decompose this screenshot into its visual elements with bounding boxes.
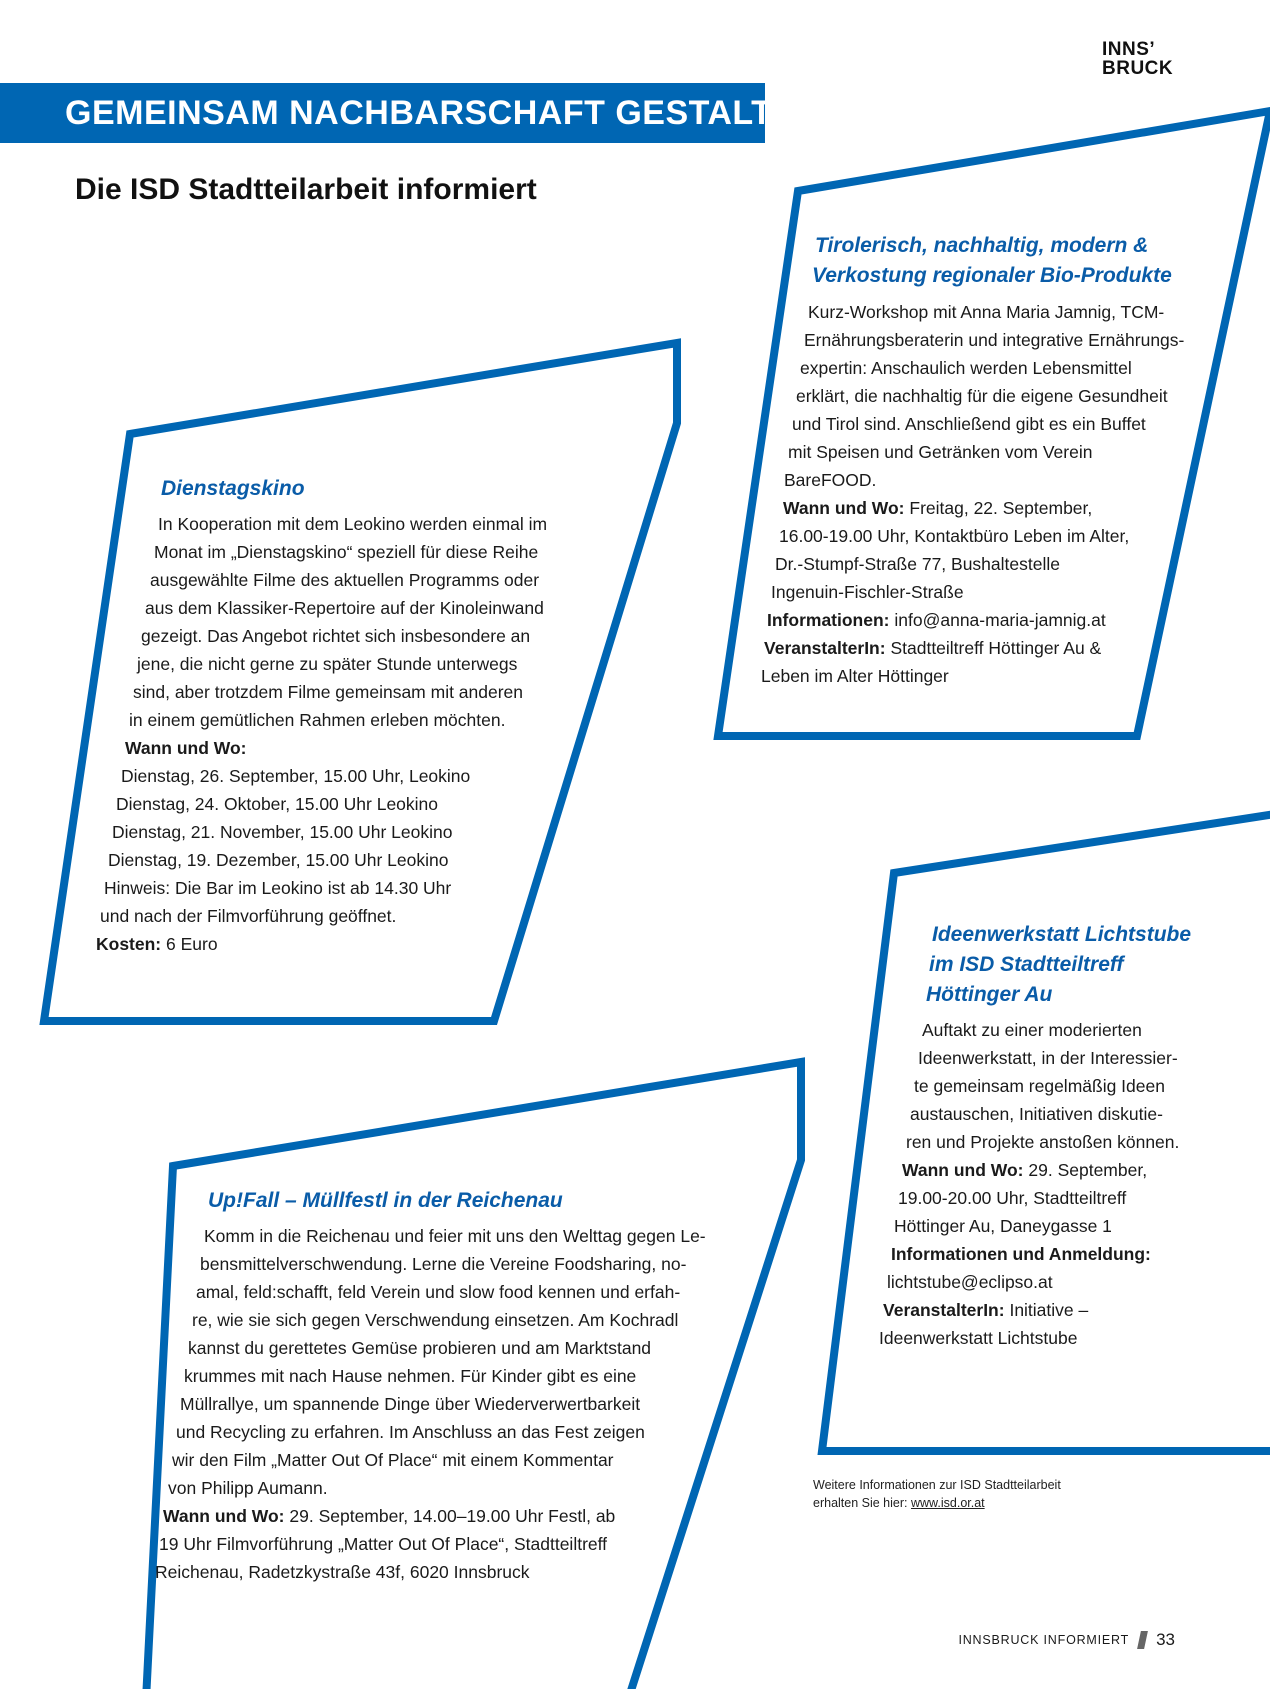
tirol-org-value: Stadtteiltreff Höttinger Au & <box>890 638 1102 658</box>
upfall-text-line: re, wie sie sich gegen Verschwendung einsetzen. Am Kochradl <box>192 1310 679 1330</box>
tirol-title-line-1: Tirolerisch, nachhaltig, modern & <box>815 234 1149 257</box>
footnote-line-2 <box>813 1494 985 1512</box>
innsbruck-logo <box>1102 40 1173 78</box>
tirol-org-label: VeranstalterIn: <box>764 638 886 658</box>
ideen-when-line: 19.00-20.00 Uhr, Stadtteiltreff <box>898 1188 1127 1208</box>
kino-title: Dienstagskino <box>161 477 305 500</box>
upfall-text-line: Müllrallye, um spannende Dinge über Wiederverwertbarkeit <box>180 1394 641 1414</box>
upfall-text-line: krummes mit nach Hause nehmen. Für Kinder gibt es eine <box>184 1366 637 1386</box>
publication-name: INNSBRUCK INFORMIERT <box>958 1633 1130 1647</box>
tirol-org <box>764 634 1101 662</box>
kino-date-line: Dienstag, 21. November, 15.00 Uhr Leokino <box>112 822 453 842</box>
logo-line-2: BRUCK <box>1102 58 1174 79</box>
kino-cost <box>96 930 218 958</box>
upfall-when-line: Reichenau, Radetzkystraße 43f, 6020 Innsbruck <box>155 1562 530 1582</box>
ideen-title-line-2: im ISD Stadtteiltreff <box>929 953 1124 976</box>
upfall-text-line: wir den Film „Matter Out Of Place“ mit einem Kommentar <box>172 1450 614 1470</box>
upfall-text-line: Komm in die Reichenau und feier mit uns den Welttag gegen Le- <box>204 1226 706 1246</box>
ideen-when-label: Wann und Wo: <box>902 1160 1024 1180</box>
tirol-text-line: erklärt, die nachhaltig für die eigene Gesundheit <box>796 386 1168 406</box>
tirol-org-line: Leben im Alter Höttinger <box>761 666 949 686</box>
ideen-when <box>902 1156 1147 1184</box>
upfall-title: Up!Fall – Müllfestl in der Reichenau <box>208 1189 563 1212</box>
ideen-when-value: 29. September, <box>1028 1160 1148 1180</box>
page-footer <box>958 1630 1175 1650</box>
ideen-text-line: Ideenwerkstatt, in der Interessier- <box>918 1048 1178 1068</box>
tirol-when-value: Freitag, 22. September, <box>909 498 1093 518</box>
ideen-info-label: Informationen und Anmeldung: <box>891 1244 1151 1264</box>
upfall-when <box>163 1502 615 1530</box>
ideen-text-line: Auftakt zu einer moderierten <box>922 1020 1142 1040</box>
tirol-text-line: BareFOOD. <box>784 470 877 490</box>
tirol-title-line-2: Verkostung regionaler Bio-Produkte <box>812 264 1172 287</box>
kino-text-line: gezeigt. Das Angebot richtet sich insbesondere an <box>141 626 531 646</box>
kino-text-line: Monat im „Dienstagskino“ speziell für diese Reihe <box>154 542 539 562</box>
kino-text-line: aus dem Klassiker-Repertoire auf der Kinoleinwand <box>145 598 544 618</box>
upfall-text-line: kannst du gerettetes Gemüse probieren und am Marktstand <box>188 1338 652 1358</box>
kino-text-line: jene, die nicht gerne zu später Stunde unterwegs <box>137 654 518 674</box>
upfall-text-line: amal, feld:schafft, feld Verein und slow food kennen und erfah- <box>196 1282 681 1302</box>
page-subtitle: Die ISD Stadtteilarbeit informiert <box>75 173 537 206</box>
footnote-prefix: erhalten Sie hier: <box>813 1496 908 1510</box>
tirol-text-line: Ernährungsberaterin und integrative Ernährungs- <box>804 330 1185 350</box>
ideen-org <box>883 1296 1088 1324</box>
ideen-org-line: Ideenwerkstatt Lichtstube <box>879 1328 1078 1348</box>
upfall-text-line: und Recycling zu erfahren. Im Anschluss an das Fest zeigen <box>176 1422 645 1442</box>
separator-slash-icon <box>1137 1631 1148 1649</box>
upfall-text-line: von Philipp Aumann. <box>168 1478 328 1498</box>
tirol-when <box>783 494 1092 522</box>
upfall-when-line: 19 Uhr Filmvorführung „Matter Out Of Place“, Stadtteiltreff <box>159 1534 608 1554</box>
kino-when-label: Wann und Wo: <box>125 738 247 758</box>
kino-date-line: Dienstag, 26. September, 15.00 Uhr, Leokino <box>121 766 471 786</box>
ideen-text-line: te gemeinsam regelmäßig Ideen <box>914 1076 1165 1096</box>
ideen-when-line: Höttinger Au, Daneygasse 1 <box>894 1216 1112 1236</box>
logo-line-1: INNS’ <box>1102 39 1156 60</box>
ideen-org-value: Initiative – <box>1009 1300 1089 1320</box>
tirol-when-line: Ingenuin-Fischler-Straße <box>771 582 964 602</box>
tirol-info-label: Informationen: <box>767 610 890 630</box>
upfall-when-value: 29. September, 14.00–19.00 Uhr Festl, ab <box>289 1506 616 1526</box>
kino-text-line: In Kooperation mit dem Leokino werden einmal im <box>158 514 548 534</box>
isd-website-link[interactable]: www.isd.or.at <box>911 1496 985 1510</box>
ideen-org-label: VeranstalterIn: <box>883 1300 1005 1320</box>
kino-date-line: Dienstag, 19. Dezember, 15.00 Uhr Leokino <box>108 850 449 870</box>
tirol-when-line: Dr.-Stumpf-Straße 77, Bushaltestelle <box>775 554 1060 574</box>
ideen-title-line-1: Ideenwerkstatt Lichtstube <box>932 923 1192 946</box>
footnote-line-1: Weitere Informationen zur ISD Stadtteilarbeit <box>813 1478 1061 1492</box>
tirol-when-line: 16.00-19.00 Uhr, Kontaktbüro Leben im Alter, <box>779 526 1130 546</box>
kino-note-line: und nach der Filmvorführung geöffnet. <box>100 906 397 926</box>
tirol-text-line: expertin: Anschaulich werden Lebensmittel <box>800 358 1132 378</box>
kino-date-line: Dienstag, 24. Oktober, 15.00 Uhr Leokino <box>116 794 439 814</box>
ideen-info-email[interactable]: lichtstube@eclipso.at <box>887 1272 1053 1292</box>
ideen-text-line: austauschen, Initiativen diskutie- <box>910 1104 1163 1124</box>
tirol-text-line: Kurz-Workshop mit Anna Maria Jamnig, TCM- <box>808 302 1165 322</box>
kino-text-line: sind, aber trotzdem Filme gemeinsam mit anderen <box>133 682 524 702</box>
tirol-info <box>767 606 1106 634</box>
ideen-text-line: ren und Projekte anstoßen können. <box>906 1132 1180 1152</box>
kino-cost-value: 6 Euro <box>166 934 218 954</box>
tirol-text-line: mit Speisen und Getränken vom Verein <box>788 442 1093 462</box>
upfall-text-line: bensmittelverschwendung. Lerne die Vereine Foodsharing, no- <box>200 1254 687 1274</box>
page-title: GEMEINSAM NACHBARSCHAFT GESTALTEN <box>65 94 821 132</box>
tirol-info-email[interactable]: info@anna-maria-jamnig.at <box>894 610 1106 630</box>
tirol-text-line: und Tirol sind. Anschließend gibt es ein Buffet <box>792 414 1146 434</box>
upfall-when-label: Wann und Wo: <box>163 1506 285 1526</box>
kino-note-line: Hinweis: Die Bar im Leokino ist ab 14.30 Uhr <box>104 878 452 898</box>
ideen-title-line-3: Höttinger Au <box>926 983 1053 1006</box>
kino-cost-label: Kosten: <box>96 934 162 954</box>
tirol-when-label: Wann und Wo: <box>783 498 905 518</box>
page-number: 33 <box>1156 1630 1175 1649</box>
kino-text-line: ausgewählte Filme des aktuellen Programms oder <box>150 570 540 590</box>
kino-text-line: in einem gemütlichen Rahmen erleben möchten. <box>129 710 506 730</box>
